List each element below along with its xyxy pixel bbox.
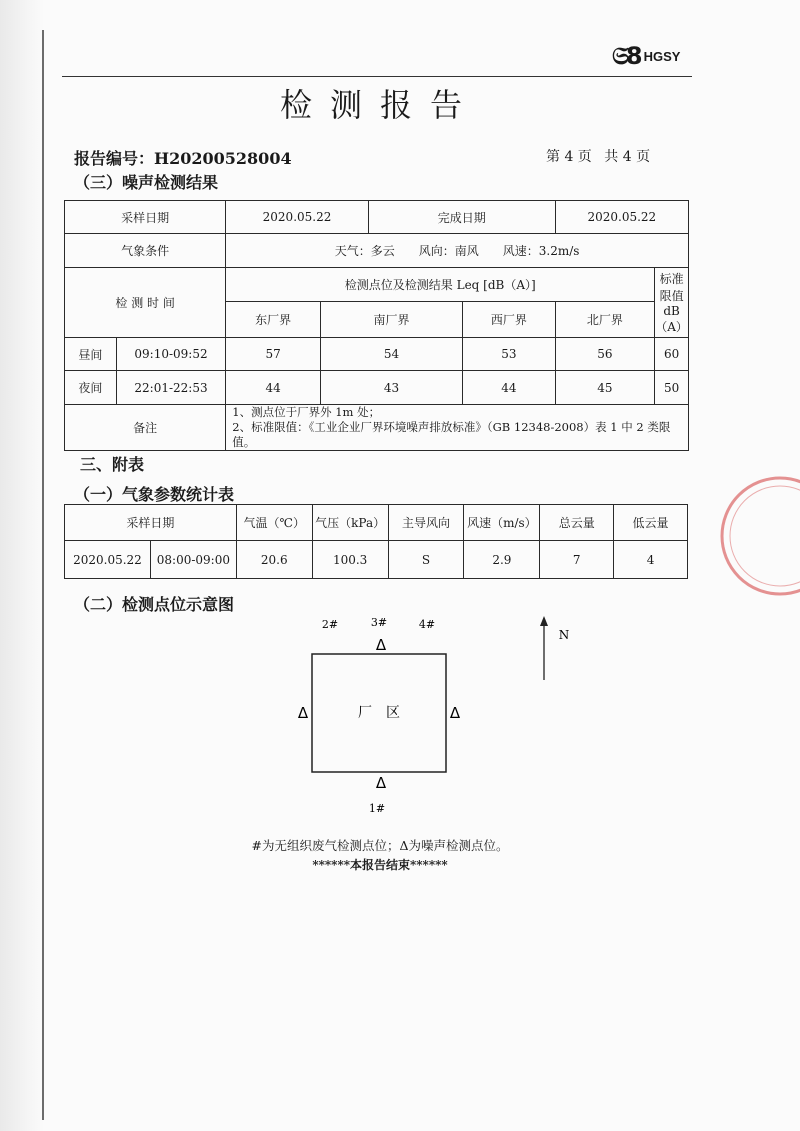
period-night: 夜间: [65, 371, 117, 405]
meteo-col-date: 采样日期: [65, 505, 237, 541]
meteo-time: 08:00-09:00: [150, 541, 236, 579]
meteo-heading: （一）气象参数统计表: [74, 485, 235, 504]
point-south: 南厂界: [320, 302, 462, 338]
noise-point-east-icon: Δ: [449, 704, 461, 722]
north-arrow-icon: [540, 616, 548, 680]
meteo-date: 2020.05.22: [65, 541, 151, 579]
table-row: [65, 541, 688, 579]
table-row: [65, 371, 689, 405]
meteo-temp: 20.6: [236, 541, 312, 579]
page-info: [546, 146, 658, 166]
page-title: 检测报告: [279, 86, 480, 124]
finish-date-value: 2020.05.22: [555, 201, 688, 234]
appendix-heading: 三、附表: [80, 455, 145, 474]
day-north: 56: [555, 338, 655, 371]
meteo-col-wind-speed: 风速（m/s）: [464, 505, 540, 541]
meteo-wind-speed: 2.9: [464, 541, 540, 579]
result-header: 检测点位及检测结果 Leq [dB（A）]: [226, 268, 655, 302]
meteo-total-cloud: 7: [540, 541, 614, 579]
header-rule: [62, 76, 692, 77]
weather-label: 气象条件: [65, 234, 226, 268]
night-east: 44: [226, 371, 321, 405]
table-row: [65, 234, 689, 268]
night-limit: 50: [655, 371, 689, 405]
weather-value: 天气：多云 风向：南风 风速：3.2m/s: [226, 234, 689, 268]
time-label: 检 测 时 间: [65, 268, 226, 338]
logo-mark-icon: 𝔖8: [612, 42, 640, 70]
company-logo: [612, 44, 680, 68]
remark-line: 2、标准限值：《工业企业厂界环境噪声排放标准》（GB 12348-2008）表 1 中 2 类限值。: [232, 420, 671, 449]
night-north: 45: [555, 371, 655, 405]
table-row: [65, 505, 688, 541]
plant-label: 厂 区: [358, 705, 400, 721]
meteo-pressure: 100.3: [312, 541, 388, 579]
binding-line: [42, 30, 44, 1120]
diagram-legend: #为无组织废气检测点位；Δ为噪声检测点位。: [251, 838, 509, 853]
meteo-col-wind-dir: 主导风向: [388, 505, 464, 541]
meteo-table: [64, 504, 688, 579]
point-4-label: 4#: [418, 618, 436, 631]
time-day: 09:10-09:52: [116, 338, 226, 371]
limit-header-line1: 标准限值: [659, 272, 684, 303]
table-row: [65, 338, 689, 371]
limit-header: [655, 268, 689, 338]
day-east: 57: [226, 338, 321, 371]
point-west: 西厂界: [463, 302, 556, 338]
logo-text: HGSY: [643, 48, 681, 64]
point-1-label: 1#: [368, 802, 386, 815]
monitoring-point-diagram: [290, 612, 590, 822]
north-label: N: [558, 628, 570, 642]
report-number: 报告编号：H20200528004: [74, 149, 292, 168]
sample-date-value: 2020.05.22: [226, 201, 369, 234]
table-row: [65, 201, 689, 234]
meteo-wind-dir: S: [388, 541, 464, 579]
noise-point-west-icon: Δ: [297, 704, 309, 722]
meteo-col-pressure: 气压（kPa）: [312, 505, 388, 541]
day-limit: 60: [655, 338, 689, 371]
point-north: 北厂界: [555, 302, 655, 338]
noise-section-heading: （三）噪声检测结果: [74, 173, 219, 192]
table-row: [65, 405, 689, 451]
sample-date-label: 采样日期: [65, 201, 226, 234]
time-night: 22:01-22:53: [116, 371, 226, 405]
night-south: 43: [320, 371, 462, 405]
finish-date-label: 完成日期: [368, 201, 555, 234]
page-current: 第 4 页: [546, 149, 592, 165]
end-of-report: ******本报告结束******: [312, 858, 448, 872]
remarks-content: [226, 405, 689, 451]
red-seal-stamp: [700, 466, 800, 606]
meteo-low-cloud: 4: [614, 541, 688, 579]
layout-heading: （二）检测点位示意图: [74, 595, 235, 614]
night-west: 44: [463, 371, 556, 405]
point-3-label: 3#: [370, 616, 388, 629]
limit-header-line2: dB（A）: [655, 304, 688, 334]
day-west: 53: [463, 338, 556, 371]
page-binding-edge: [0, 0, 44, 1131]
remarks-label: 备注: [65, 405, 226, 451]
remark-line: 1、测点位于厂界外 1m 处；: [232, 405, 381, 419]
day-south: 54: [320, 338, 462, 371]
meteo-col-temp: 气温（℃）: [236, 505, 312, 541]
noise-results-table: [64, 200, 689, 451]
meteo-col-total-cloud: 总云量: [540, 505, 614, 541]
table-row: [65, 268, 689, 302]
point-east: 东厂界: [226, 302, 321, 338]
noise-point-south-icon: Δ: [375, 774, 387, 792]
page-total: 共 4 页: [604, 149, 651, 165]
meteo-col-low-cloud: 低云量: [614, 505, 688, 541]
period-day: 昼间: [65, 338, 117, 371]
point-2-label: 2#: [321, 618, 339, 631]
noise-point-north-icon: Δ: [375, 636, 387, 654]
